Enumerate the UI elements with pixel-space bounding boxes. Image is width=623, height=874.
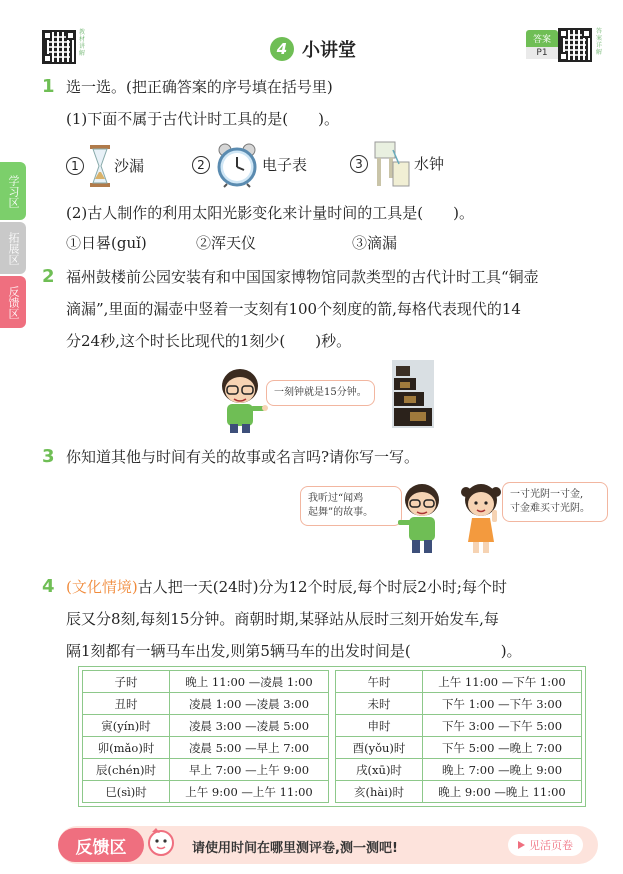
option-3-water-clock: [350, 140, 444, 188]
time-range-cell: 下午 5:00 —晚上 7:00: [423, 737, 582, 759]
question-4-line-3: 隔1刻都有一辆马车出发,则第5辆马车的出发时间是( )。: [66, 642, 522, 660]
bronze-water-clock-photo: [392, 360, 434, 428]
option-label: 电子表: [262, 156, 308, 174]
shichen-name-cell: 辰(chén)时: [83, 759, 170, 781]
time-range-cell: 上午 11:00 —下午 1:00: [423, 671, 582, 693]
time-range-cell: 晚上 11:00 —凌晨 1:00: [170, 671, 329, 693]
question-1-part-1: (1)下面不属于古代计时工具的是( )。: [66, 110, 339, 128]
time-range-cell: 晚上 7:00 —晚上 9:00: [423, 759, 582, 781]
q1-part2-option-3: ③滴漏: [352, 234, 398, 252]
shichen-name-cell: 寅(yín)时: [83, 715, 170, 737]
section-title: [270, 36, 356, 62]
question-4-line-1: (文化情境)古人把一天(24时)分为12个时辰,每个时辰2小时;每个时: [66, 578, 507, 596]
see-loose-leaf-button[interactable]: [508, 834, 583, 856]
time-range-cell: 早上 7:00 —上午 9:00: [170, 759, 329, 781]
alarm-clock-icon: [215, 142, 259, 188]
culture-context-tag: (文化情境): [66, 578, 138, 596]
option-number: 3: [350, 155, 368, 173]
table-row: [83, 693, 329, 715]
table-row: [336, 759, 582, 781]
table-row: [83, 759, 329, 781]
option-2-electronic-watch: [192, 142, 307, 188]
side-tab-learn[interactable]: 学习区: [0, 162, 26, 220]
shichen-table-left: [82, 670, 329, 803]
table-row: [83, 737, 329, 759]
water-clock-icon: [373, 140, 411, 188]
option-1-hourglass: [66, 144, 144, 188]
feedback-text: 请使用时间在哪里测评卷,测一测吧!: [192, 841, 398, 856]
shichen-name-cell: 巳(sì)时: [83, 781, 170, 803]
question-3-number: 3: [42, 446, 55, 467]
hourglass-icon: [89, 144, 111, 188]
speech-bubble-proverb: 一寸光阴一寸金, 寸金难买寸光阴。: [502, 482, 608, 522]
question-1-stem: 选一选。(把正确答案的序号填在括号里): [66, 78, 333, 96]
shichen-name-cell: 卯(mǎo)时: [83, 737, 170, 759]
table-row: [83, 781, 329, 803]
option-label: 水钟: [414, 155, 445, 173]
table-row: [336, 781, 582, 803]
speech-bubble-story: 我听过“闻鸡 起舞”的故事。: [300, 486, 402, 526]
table-row: [336, 671, 582, 693]
feedback-label: 反馈区: [75, 837, 127, 858]
page-title: 小讲堂: [302, 40, 356, 61]
shichen-name-cell: 申时: [336, 715, 423, 737]
qr-right-caption: 答案详解: [596, 28, 603, 56]
shichen-name-cell: 戌(xū)时: [336, 759, 423, 781]
shichen-name-cell: 亥(hài)时: [336, 781, 423, 803]
see-loose-leaf-label: 见活页卷: [529, 839, 573, 852]
question-1-part-2: (2)古人制作的利用太阳光影变化来计量时间的工具是( )。: [66, 204, 474, 222]
boy-character-illustration-2: [398, 480, 446, 554]
q1-part2-option-1: ①日晷(guǐ): [66, 234, 147, 252]
shichen-table: [78, 666, 586, 807]
shichen-table-right: [335, 670, 582, 803]
shichen-name-cell: 子时: [83, 671, 170, 693]
feedback-label-badge: [58, 828, 144, 862]
speech-bubble-quarter-hour: 一刻钟就是15分钟。: [266, 380, 375, 406]
shichen-name-cell: 酉(yǒu)时: [336, 737, 423, 759]
question-2-line-1: 福州鼓楼前公园安装有和中国国家博物馆同款类型的古代计时工具“铜壶: [66, 268, 539, 286]
question-2-number: 2: [42, 266, 55, 287]
girl-character-illustration: [458, 480, 504, 554]
shichen-name-cell: 丑时: [83, 693, 170, 715]
table-row: [336, 715, 582, 737]
time-range-cell: 晚上 9:00 —晚上 11:00: [423, 781, 582, 803]
question-4-line-2: 辰又分8刻,每刻15分钟。商朝时期,某驿站从辰时三刻开始发车,每: [66, 610, 499, 628]
side-tab-extend[interactable]: 拓展区: [0, 222, 26, 274]
table-row: [83, 715, 329, 737]
mascot-icon: [146, 826, 176, 860]
time-range-cell: 下午 3:00 —下午 5:00: [423, 715, 582, 737]
time-range-cell: 凌晨 3:00 —凌晨 5:00: [170, 715, 329, 737]
table-row: [336, 737, 582, 759]
time-range-cell: 上午 9:00 —上午 11:00: [170, 781, 329, 803]
time-range-cell: 凌晨 1:00 —凌晨 3:00: [170, 693, 329, 715]
question-1-number: 1: [42, 76, 55, 97]
qr-code-left[interactable]: [42, 30, 76, 64]
time-range-cell: 下午 1:00 —下午 3:00: [423, 693, 582, 715]
option-number: 2: [192, 156, 210, 174]
answer-badge[interactable]: 答案 P1: [526, 30, 558, 59]
time-range-cell: 凌晨 5:00 —早上 7:00: [170, 737, 329, 759]
qr-code-right[interactable]: [558, 28, 592, 62]
question-2-line-2: 滴漏”,里面的漏壶中竖着一支刻有100个刻度的箭,每格代表现代的14: [66, 300, 521, 318]
shichen-name-cell: 午时: [336, 671, 423, 693]
question-4-number: 4: [42, 576, 55, 597]
option-label: 沙漏: [114, 157, 145, 175]
shichen-name-cell: 未时: [336, 693, 423, 715]
question-2-line-3: 分24秒,这个时长比现代的1刻少( )秒。: [66, 332, 352, 350]
table-row: [83, 671, 329, 693]
qr-left-caption: 教材讲解: [79, 29, 86, 57]
side-tab-feedback[interactable]: 反馈区: [0, 276, 26, 328]
question-3-text: 你知道其他与时间有关的故事或名言吗?请你写一写。: [66, 448, 420, 466]
option-number: 1: [66, 157, 84, 175]
boy-character-illustration: [214, 364, 268, 434]
q1-part2-option-2: ②浑天仪: [196, 234, 257, 252]
section-number-badge: 4: [270, 37, 294, 61]
play-icon: [518, 841, 525, 849]
table-row: [336, 693, 582, 715]
